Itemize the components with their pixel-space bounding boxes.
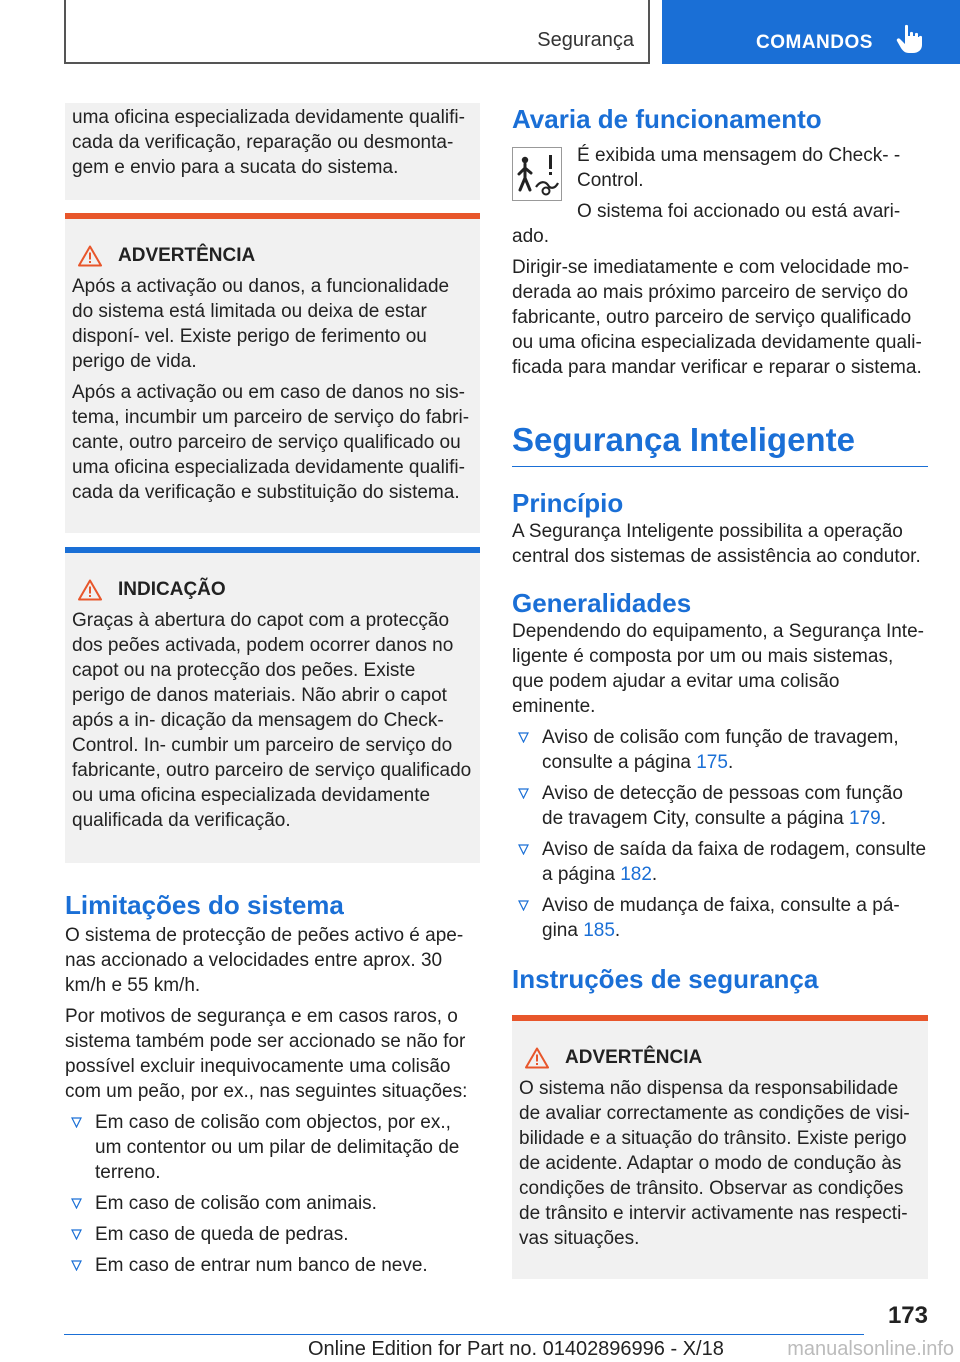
safety-warning-heading (519, 1045, 921, 1070)
page-number: 173 (887, 1302, 928, 1329)
triangle-bullet-icon (518, 900, 529, 911)
page-link-175[interactable]: 175 (696, 752, 728, 773)
list-item-text: Aviso de mudança de faixa, consulte a pá- gina (542, 895, 900, 941)
malfunction-paragraph-2: O sistema foi accionado ou está avari- ado. (512, 201, 901, 247)
list-item (65, 1253, 480, 1278)
list-item-text: Em caso de colisão com objectos, por ex., um contentor ou um pilar de delimitação de terreno. (95, 1112, 460, 1183)
note-title: INDICAÇÃO (118, 579, 226, 600)
list-item-text: Aviso de saída da faixa de rodagem, consulte a página (542, 839, 927, 885)
warning-triangle-icon (78, 245, 102, 267)
malfunction-paragraph-1: É exibida uma mensagem do Check- -Control. (577, 145, 901, 191)
header-chapter-label: COMANDOS (756, 32, 873, 53)
page-link-185[interactable]: 185 (583, 920, 615, 941)
list-item (65, 1222, 480, 1247)
safety-warning-title: ADVERTÊNCIA (565, 1047, 703, 1068)
list-item-text: Em caso de colisão com animais. (95, 1193, 377, 1214)
limits-heading: Limitações do sistema (65, 890, 344, 920)
triangle-bullet-icon (71, 1229, 82, 1240)
warning-triangle-icon (525, 1047, 549, 1069)
malfunction-heading: Avaria de funcionamento (512, 104, 822, 134)
general-list (512, 725, 928, 943)
intro-line-2: cada da verificação, reparação ou desmonta- (72, 132, 454, 153)
page-title: Segurança Inteligente (512, 420, 928, 467)
list-item-text: Aviso de colisão com função de travagem, consulte a página (542, 727, 899, 773)
list-item-text: Em caso de entrar num banco de neve. (95, 1255, 428, 1276)
warning-triangle-icon (78, 579, 102, 601)
header-chapter-tab[interactable] (662, 0, 960, 64)
pedestrian-protection-icon (512, 147, 562, 201)
list-item: Aviso de mudança de faixa, consulte a pá- gina 185. (512, 893, 928, 943)
triangle-bullet-icon (71, 1198, 82, 1209)
list-item-text: Aviso de detecção de pessoas com função de travagem City, consulte a página (542, 783, 903, 829)
triangle-bullet-icon (518, 844, 529, 855)
triangle-bullet-icon (71, 1117, 82, 1128)
intro-line-1: uma oficina especializada devidamente qualifi- (72, 107, 465, 128)
limits-paragraph-1: O sistema de protecção de peões activo é ape- nas accionado a velocidades entre aprox. 30 km/h e 55 km/h. (65, 925, 464, 996)
list-item (65, 1191, 480, 1216)
limits-list (65, 1110, 480, 1278)
header-section-box (64, 0, 650, 64)
list-item: Aviso de colisão com função de travagem, consulte a página 175. (512, 725, 928, 775)
triangle-bullet-icon (71, 1260, 82, 1271)
malfunction-paragraph-3: Dirigir-se imediatamente e com velocidade mo- derada ao mais próximo parceiro de serviço do fabricante, outro parceiro de serviço qualificado ou uma oficina especializada devidamente quali- ficada para mandar verificar e reparar o sistema. (512, 257, 922, 378)
malfunction-body (512, 143, 928, 380)
warning-title: ADVERTÊNCIA (118, 245, 256, 266)
safety-warning-box (512, 1015, 928, 1279)
note-heading (72, 577, 473, 602)
warning-paragraph-1: Após a activação ou danos, a funcionalidade do sistema está limitada ou deixa de estar disponí- vel. Existe perigo de ferimento ou perigo de vida. (72, 276, 450, 372)
page-link-182[interactable]: 182 (620, 864, 652, 885)
footer-edition: Online Edition for Part no. 01402896996 - X/18 (308, 1338, 724, 1360)
safety-heading: Instruções de segurança (512, 964, 819, 994)
principle-paragraph: A Segurança Inteligente possibilita a operação central dos sistemas de assistência ao condutor. (512, 521, 921, 567)
principle-heading: Princípio (512, 488, 624, 518)
list-item-text: Em caso de queda de pedras. (95, 1224, 349, 1245)
right-column (512, 103, 928, 1279)
note-box (65, 547, 480, 863)
triangle-bullet-icon (518, 788, 529, 799)
page-link-179[interactable]: 179 (849, 808, 881, 829)
footer-watermark: manualsonline.info (787, 1338, 954, 1360)
limits-paragraph-2: Por motivos de segurança e em casos raros, o sistema também pode ser accionado se não for possível excluir inequivocamente uma colisão com um peão, por ex., nas seguintes situações: (65, 1006, 468, 1102)
warning-paragraph-2: Após a activação ou em caso de danos no sis- tema, incumbir um parceiro de serviço do fabri- cante, outro parceiro de serviço qualificado ou uma oficina especializada devidamente qualifi- cada da verificação e substituição do sistema. (72, 382, 470, 503)
safety-warning-paragraph: O sistema não dispensa da responsabilidade de avaliar correctamente as condições de visi- bilidade e a situação do trânsito. Existe perigo de acidente. Adaptar o modo de condução às condições de trânsito. Observar as condições de trânsito e intervir activamente nas respecti- vas situações. (519, 1078, 910, 1249)
list-item: Aviso de detecção de pessoas com função de travagem City, consulte a página 179. (512, 781, 928, 831)
note-paragraph: Graças à abertura do capot com a protecção dos peões activada, podem ocorrer danos no capot ou na protecção dos peões. Existe perigo de danos materiais. Não abrir o capot após a in- dicação da mensagem do Check-Control. In- cumbir um parceiro de serviço do fabricante, outro parceiro de serviço qualificado ou uma oficina especializada devidamente qualificada da verificação. (72, 610, 472, 831)
continued-text-box (65, 103, 480, 200)
intro-line-3: gem e envio para a sucata do sistema. (72, 157, 399, 178)
footer-divider (64, 1334, 864, 1335)
list-item (65, 1110, 480, 1185)
warning-heading (72, 243, 473, 268)
hand-pointer-icon (896, 24, 924, 54)
triangle-bullet-icon (518, 732, 529, 743)
header-section-title: Segurança (537, 29, 634, 51)
limits-section (65, 889, 480, 1278)
general-paragraph: Dependendo do equipamento, a Segurança Inte- ligente é composta por um ou mais sistemas, que podem ajudar a evitar uma colisão eminente. (512, 621, 924, 717)
left-column (65, 103, 480, 1284)
warning-box (65, 213, 480, 533)
list-item: Aviso de saída da faixa de rodagem, consulte a página 182. (512, 837, 928, 887)
general-heading: Generalidades (512, 588, 692, 618)
